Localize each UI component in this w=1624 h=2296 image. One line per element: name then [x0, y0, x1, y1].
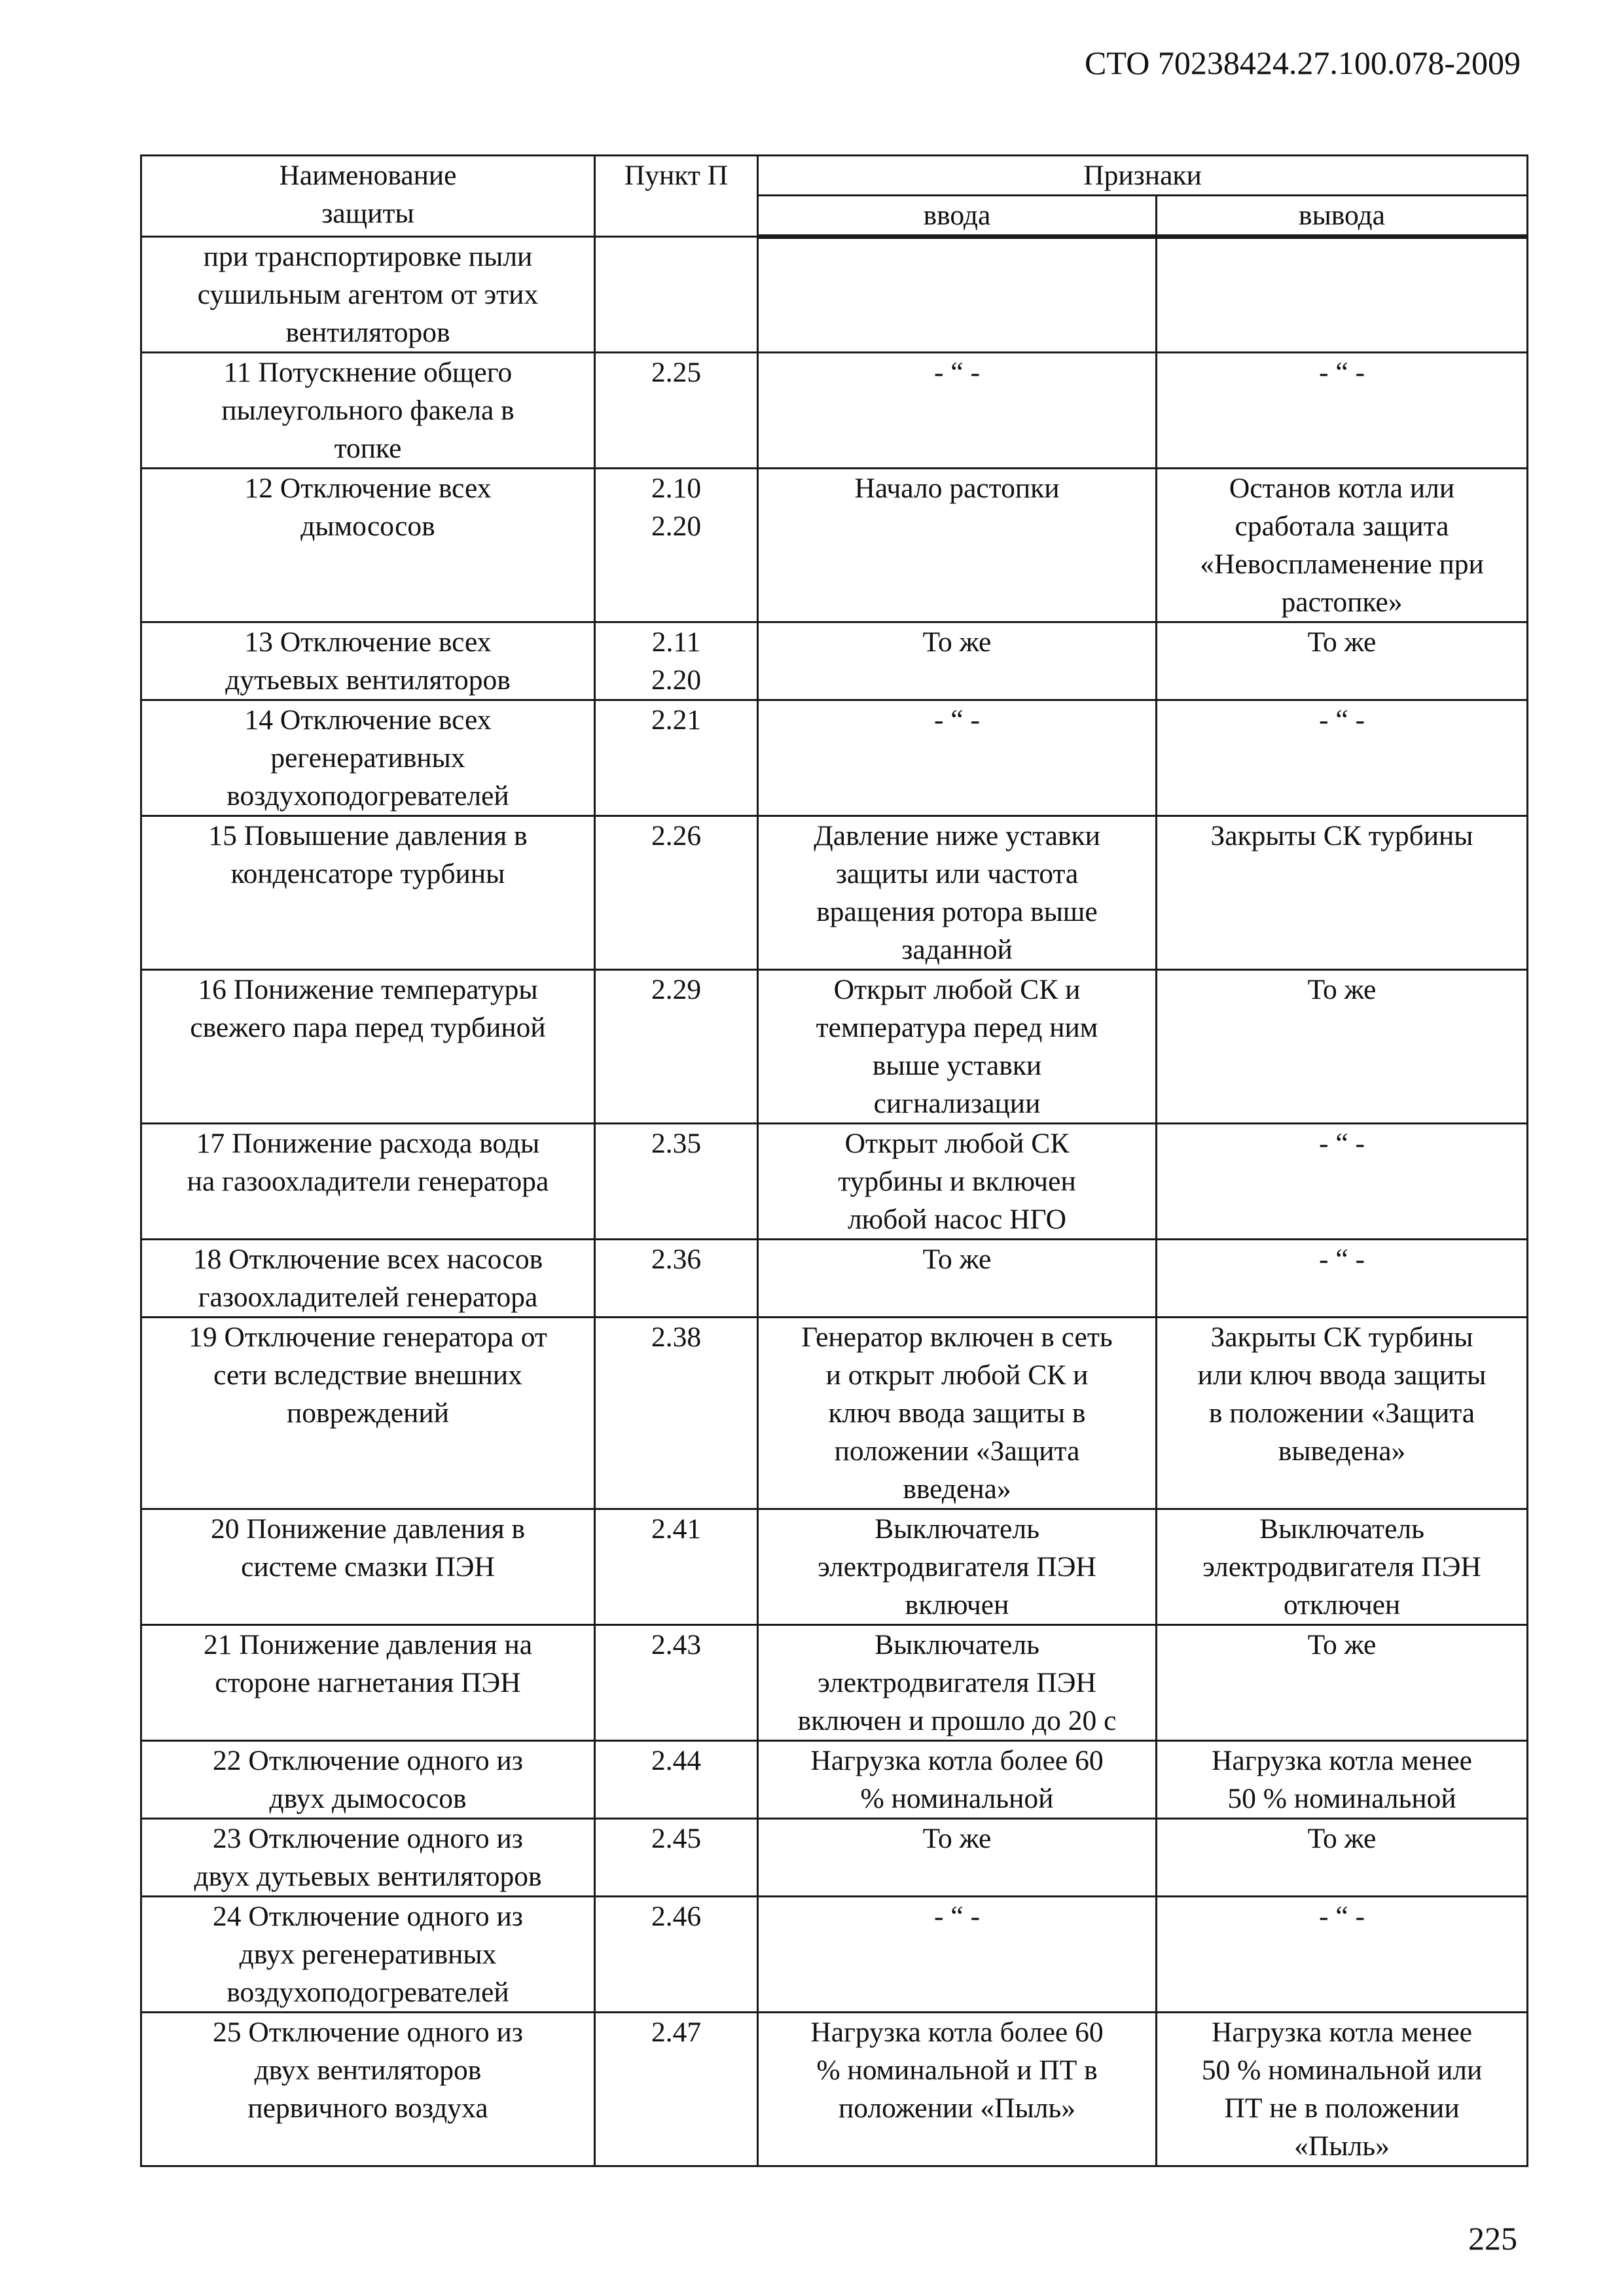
cell-input-text: Нагрузка котла более 60 % номинальной	[810, 1745, 1104, 1814]
cell-clause-text: 2.25	[651, 357, 702, 388]
cell-clause-text: 2.35	[651, 1128, 702, 1159]
cell-name	[141, 1318, 595, 1509]
cell-input	[758, 1318, 1157, 1509]
cell-output	[1157, 622, 1528, 700]
cell-name	[141, 1509, 595, 1625]
column-header-clause: Пункт П	[595, 156, 758, 237]
cell-name-text: 22 Отключение одного из двух дымососов	[213, 1745, 523, 1814]
cell-input-text: Давление ниже уставки защиты или частота вращения ротора выше заданной	[814, 820, 1100, 965]
cell-clause-text: 2.11 2.20	[651, 626, 702, 696]
cell-output-text: Останов котла или сработала защита «Невоспламенение при растопке»	[1200, 473, 1484, 618]
column-header-signs: Признаки	[758, 156, 1528, 196]
cell-clause-text: 2.38	[651, 1321, 702, 1353]
table-row	[141, 2013, 1528, 2166]
cell-name-text: 25 Отключение одного из двух вентиляторов первичного воздуха	[213, 2017, 523, 2124]
cell-clause	[595, 1741, 758, 1819]
column-header-name: Наименование защиты	[141, 156, 595, 237]
table-row	[141, 469, 1528, 622]
cell-name-text: 19 Отключение генератора от сети вследствие внешних повреждений	[189, 1321, 547, 1429]
cell-clause-text: 2.10 2.20	[651, 473, 702, 542]
table-row	[141, 816, 1528, 970]
cell-clause	[595, 353, 758, 469]
cell-name	[141, 1625, 595, 1741]
cell-name-text: 24 Отключение одного из двух регенеративных воздухоподогревателей	[213, 1901, 523, 2008]
cell-input	[758, 1509, 1157, 1625]
column-header-input: ввода	[758, 196, 1157, 237]
cell-output	[1157, 1240, 1528, 1318]
cell-input	[758, 1240, 1157, 1318]
cell-output-text: - “ -	[1318, 1244, 1365, 1275]
cell-input	[758, 1897, 1157, 2013]
cell-output-text: - “ -	[1318, 1128, 1365, 1159]
cell-name-text: 11 Потускнение общего пылеугольного факела в топке	[221, 357, 514, 464]
cell-output	[1157, 816, 1528, 970]
cell-clause	[595, 1509, 758, 1625]
cell-name	[141, 622, 595, 700]
cell-name	[141, 2013, 595, 2166]
protections-table	[140, 154, 1528, 2167]
cell-output-text: Нагрузка котла менее 50 % номинальной или ПТ не в положении «Пыль»	[1201, 2017, 1483, 2162]
cell-clause-text: 2.43	[651, 1629, 702, 1660]
cell-output	[1157, 1318, 1528, 1509]
cell-input	[758, 622, 1157, 700]
cell-input-text: То же	[922, 626, 992, 658]
cell-name-text: 20 Понижение давления в системе смазки ПЭН	[210, 1513, 526, 1583]
table-body	[141, 237, 1528, 2166]
cell-input-text: Генератор включен в сеть и открыт любой СК и ключ ввода защиты в положении «Защита введена»	[801, 1321, 1113, 1505]
cell-clause-text: 2.46	[651, 1901, 702, 1932]
cell-output	[1157, 353, 1528, 469]
cell-clause-text: 2.45	[651, 1823, 702, 1854]
cell-input-text: Начало растопки	[854, 473, 1060, 504]
cell-output-text: Закрыты СК турбины или ключ ввода защиты в положении «Защита выведена»	[1197, 1321, 1487, 1467]
cell-output	[1157, 970, 1528, 1124]
cell-name-text: 13 Отключение всех дутьевых вентиляторов	[225, 626, 511, 696]
cell-name-text: 15 Повышение давления в конденсаторе турбины	[208, 820, 528, 889]
cell-input	[758, 1819, 1157, 1897]
table-row	[141, 1509, 1528, 1625]
cell-name-text: 17 Понижение расхода воды на газоохладители генератора	[187, 1128, 549, 1197]
table-row	[141, 700, 1528, 816]
cell-name	[141, 237, 595, 353]
cell-clause-text: 2.41	[651, 1513, 702, 1545]
cell-input	[758, 816, 1157, 970]
cell-output	[1157, 1625, 1528, 1741]
cell-clause	[595, 1819, 758, 1897]
cell-clause	[595, 237, 758, 353]
cell-name-text: 18 Отключение всех насосов газоохладителей генератора	[192, 1244, 543, 1313]
document-code: СТО 70238424.27.100.078-2009	[1085, 45, 1521, 81]
cell-output	[1157, 1897, 1528, 2013]
cell-input	[758, 1741, 1157, 1819]
cell-input-text: Открыт любой СК и температура перед ним выше уставки сигнализации	[816, 974, 1098, 1119]
cell-output-text: То же	[1307, 1629, 1377, 1660]
page-number: 225	[1468, 2220, 1517, 2257]
cell-input-text: - “ -	[933, 704, 981, 736]
column-header-output: вывода	[1157, 196, 1528, 237]
cell-input	[758, 2013, 1157, 2166]
cell-clause	[595, 1318, 758, 1509]
cell-output-text: Закрыты СК турбины	[1210, 820, 1473, 852]
cell-name	[141, 1240, 595, 1318]
cell-output	[1157, 2013, 1528, 2166]
cell-output	[1157, 1124, 1528, 1240]
cell-input	[758, 700, 1157, 816]
cell-clause	[595, 2013, 758, 2166]
table-row	[141, 1318, 1528, 1509]
table-row	[141, 1124, 1528, 1240]
cell-name	[141, 469, 595, 622]
cell-clause	[595, 700, 758, 816]
cell-input	[758, 970, 1157, 1124]
cell-input	[758, 1625, 1157, 1741]
cell-output	[1157, 700, 1528, 816]
cell-output	[1157, 1509, 1528, 1625]
cell-input-text: То же	[922, 1244, 992, 1275]
cell-name	[141, 1897, 595, 2013]
cell-clause	[595, 1240, 758, 1318]
cell-input	[758, 469, 1157, 622]
cell-input-text: То же	[922, 1823, 992, 1854]
cell-clause	[595, 1124, 758, 1240]
cell-name	[141, 1124, 595, 1240]
cell-clause	[595, 816, 758, 970]
cell-clause-text: 2.26	[651, 820, 702, 852]
cell-output-text: - “ -	[1318, 357, 1365, 388]
cell-output-text: Нагрузка котла менее 50 % номинальной	[1212, 1745, 1472, 1814]
cell-name-text: 12 Отключение всех дымососов	[244, 473, 492, 542]
cell-name-text: 21 Понижение давления на стороне нагнетания ПЭН	[203, 1629, 533, 1698]
table-row	[141, 1625, 1528, 1741]
cell-name	[141, 1819, 595, 1897]
table-row	[141, 353, 1528, 469]
cell-output	[1157, 1819, 1528, 1897]
cell-input	[758, 237, 1157, 353]
cell-input-text: Выключатель электродвигателя ПЭН включен	[818, 1513, 1096, 1621]
cell-input	[758, 1124, 1157, 1240]
cell-clause	[595, 970, 758, 1124]
cell-name	[141, 816, 595, 970]
table-header-row	[141, 156, 1528, 196]
cell-output	[1157, 237, 1528, 353]
cell-output-text: То же	[1307, 626, 1377, 658]
cell-clause-text: 2.36	[651, 1244, 702, 1275]
cell-name-text: при транспортировке пыли сушильным агентом от этих вентиляторов	[197, 241, 539, 348]
table-row	[141, 1240, 1528, 1318]
cell-clause	[595, 1625, 758, 1741]
cell-clause-text: 2.47	[651, 2017, 702, 2048]
cell-clause	[595, 1897, 758, 2013]
cell-output-text: То же	[1307, 974, 1377, 1005]
cell-output	[1157, 1741, 1528, 1819]
table-row	[141, 237, 1528, 353]
cell-input-text: Выключатель электродвигателя ПЭН включен и прошло до 20 с	[797, 1629, 1117, 1736]
cell-name	[141, 353, 595, 469]
cell-name-text: 23 Отключение одного из двух дутьевых вентиляторов	[194, 1823, 542, 1892]
cell-clause-text: 2.21	[651, 704, 702, 736]
cell-input-text: Нагрузка котла более 60 % номинальной и ПТ в положении «Пыль»	[810, 2017, 1104, 2124]
cell-output-text: Выключатель электродвигателя ПЭН отключен	[1202, 1513, 1481, 1621]
cell-input-text: Открыт любой СК турбины и включен любой насос НГО	[838, 1128, 1076, 1235]
cell-clause	[595, 622, 758, 700]
cell-input	[758, 353, 1157, 469]
table-row	[141, 1897, 1528, 2013]
cell-input-text: - “ -	[933, 1901, 981, 1932]
cell-output	[1157, 469, 1528, 622]
cell-clause-text: 2.29	[651, 974, 702, 1005]
cell-name	[141, 1741, 595, 1819]
table-row	[141, 970, 1528, 1124]
cell-clause-text: 2.44	[651, 1745, 702, 1776]
cell-name-text: 14 Отключение всех регенеративных воздухоподогревателей	[226, 704, 509, 812]
table-row	[141, 622, 1528, 700]
cell-output-text: То же	[1307, 1823, 1377, 1854]
cell-output-text: - “ -	[1318, 1901, 1365, 1932]
cell-output-text: - “ -	[1318, 704, 1365, 736]
cell-name-text: 16 Понижение температуры свежего пара перед турбиной	[190, 974, 546, 1043]
table-row	[141, 1741, 1528, 1819]
table-row	[141, 1819, 1528, 1897]
cell-name	[141, 700, 595, 816]
cell-name	[141, 970, 595, 1124]
cell-input-text: - “ -	[933, 357, 981, 388]
cell-clause	[595, 469, 758, 622]
